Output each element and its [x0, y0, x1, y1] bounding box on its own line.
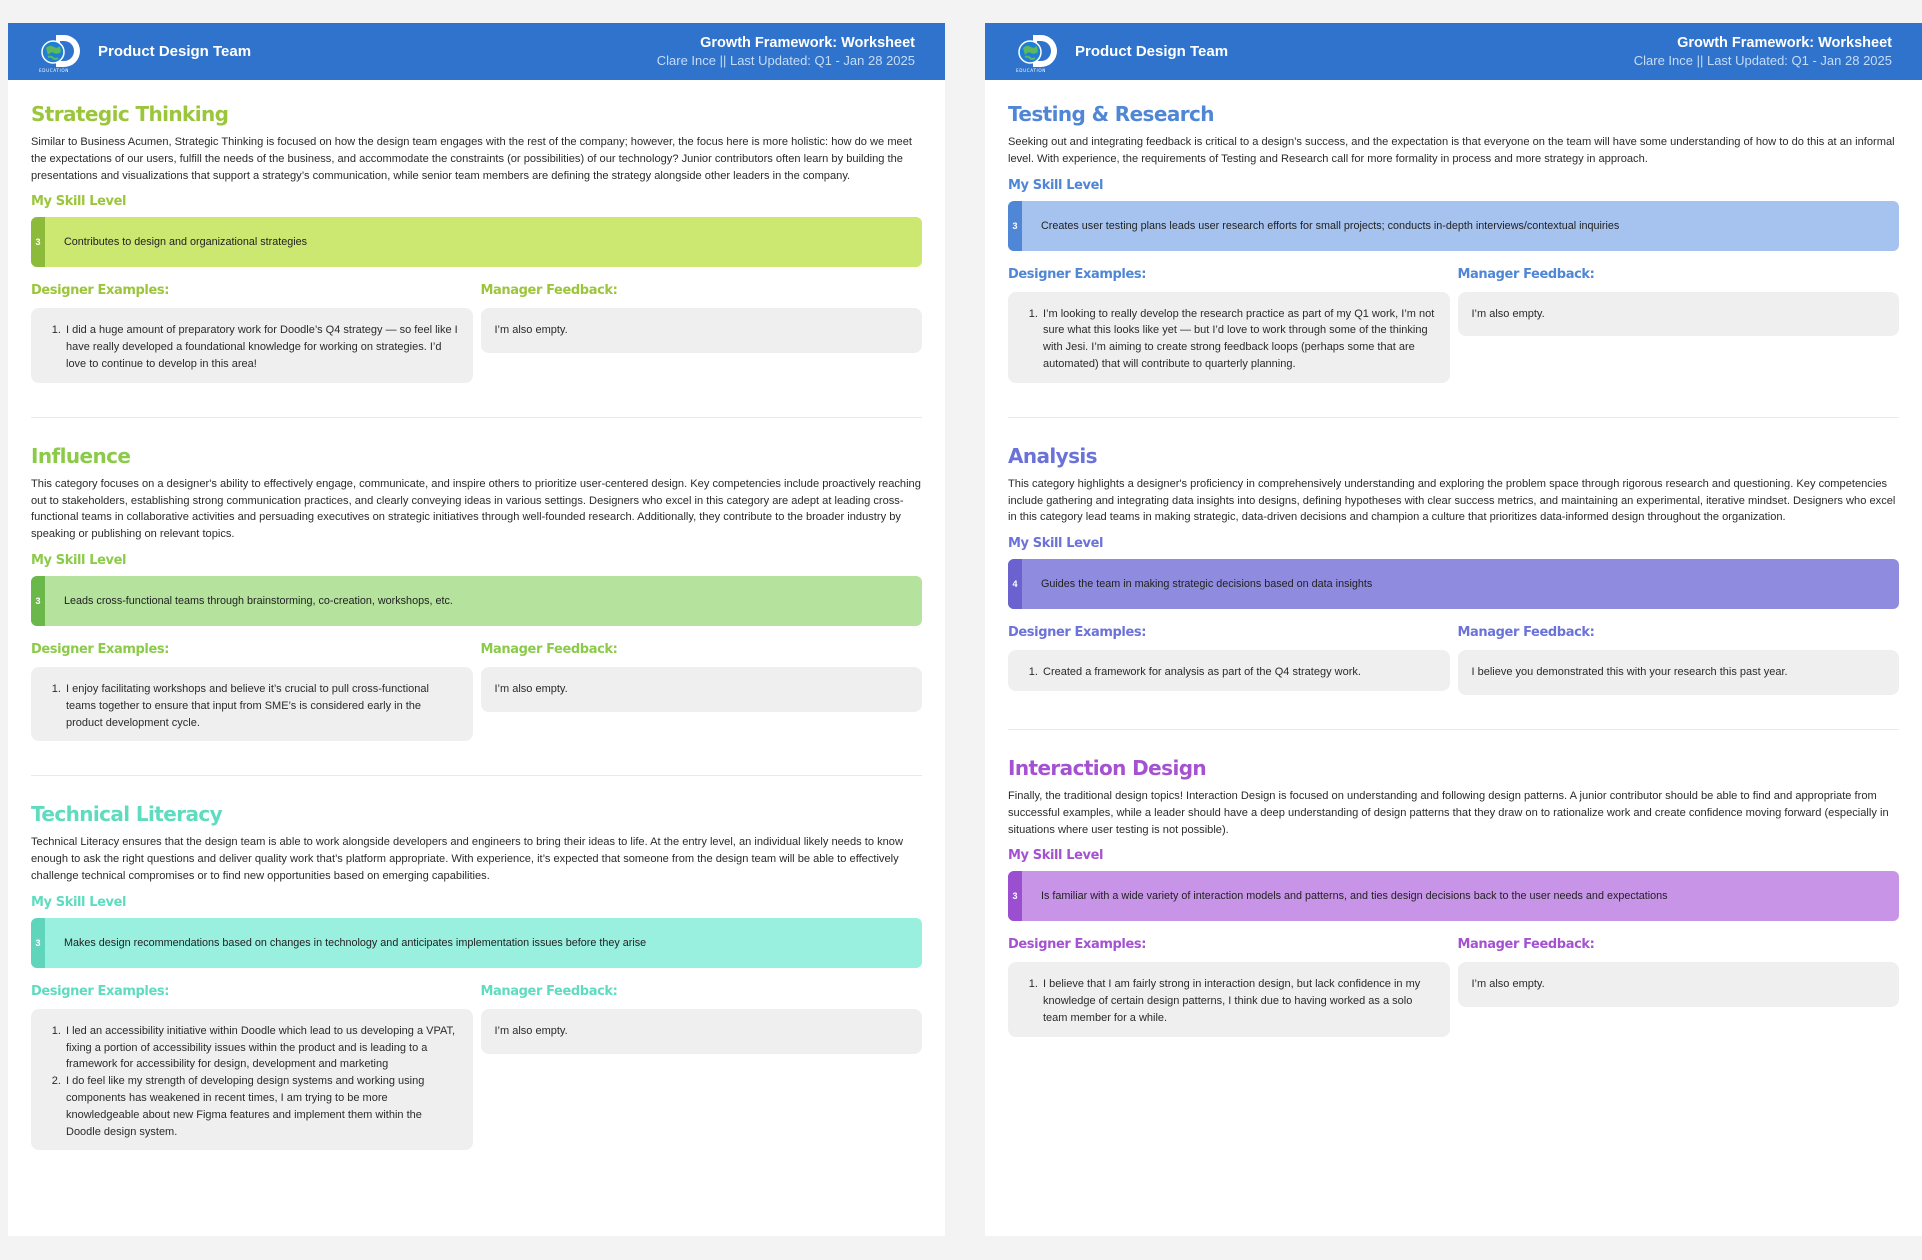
right-content — [985, 80, 1922, 1037]
competency-section — [31, 417, 922, 742]
section-title: Analysis — [1008, 443, 1097, 468]
designer-examples-box[interactable] — [31, 667, 473, 741]
designer-examples-label: Designer Examples: — [31, 641, 170, 657]
team-name: Product Design Team — [98, 43, 252, 60]
designer-examples-column — [31, 642, 473, 741]
skill-level-number: 3 — [1008, 201, 1022, 251]
competency-section — [31, 775, 922, 1150]
skill-level-text: Is familiar with a wide variety of interaction models and patterns, and ties design decisions back to the user needs and expectations — [1041, 890, 1668, 903]
example-item: 1. I did a huge amount of preparatory work for Doodle’s Q4 strategy — so feel like I have really developed a foundational knowledge for working on strategies. I’d love to continue to develop in this area! — [64, 322, 459, 372]
manager-feedback-column — [1458, 267, 1900, 383]
skill-level-number: 4 — [1008, 559, 1022, 609]
designer-examples-box[interactable] — [31, 1009, 473, 1151]
designer-examples-label: Designer Examples: — [31, 283, 170, 299]
svg-text:EDUCATION: EDUCATION — [39, 67, 70, 73]
section-title: Interaction Design — [1008, 755, 1207, 780]
designer-examples-label: Designer Examples: — [31, 983, 170, 999]
feedback-columns — [1008, 267, 1899, 383]
feedback-columns — [1008, 937, 1899, 1036]
worksheet-subtitle: Clare Ince || Last Updated: Q1 - Jan 28 2025 — [656, 52, 915, 68]
skill-level-text: Leads cross-functional teams through brainstorming, co-creation, workshops, etc. — [64, 594, 453, 607]
designer-examples-box[interactable] — [1008, 962, 1450, 1036]
section-title: Technical Literacy — [31, 802, 223, 827]
designer-examples-box[interactable] — [1008, 650, 1450, 691]
worksheet-subtitle: Clare Ince || Last Updated: Q1 - Jan 28 2025 — [1633, 52, 1892, 68]
designer-examples-column — [1008, 267, 1450, 383]
designer-examples-column — [1008, 937, 1450, 1036]
manager-feedback-label: Manager Feedback: — [1457, 266, 1595, 282]
left-content — [8, 80, 945, 1150]
skill-level-bar — [31, 217, 922, 267]
examples-list — [1022, 976, 1436, 1026]
section-title: Testing & Research — [1008, 102, 1214, 126]
skill-level-bar — [31, 576, 922, 626]
designer-examples-label: Designer Examples: — [1008, 937, 1147, 953]
example-item: 2. I do feel like my strength of developing design systems and working using components has weakened in recent times, I am trying to be more knowledgeable about new Figma features and implement them within the Doodle design system. — [64, 1073, 459, 1140]
designer-examples-label: Designer Examples: — [1008, 266, 1147, 282]
feedback-columns — [1008, 625, 1899, 695]
skill-level-label: My Skill Level — [1008, 536, 1104, 552]
section-title: Influence — [31, 443, 131, 468]
skill-level-label: My Skill Level — [31, 552, 127, 568]
discovery-education-logo — [36, 31, 84, 73]
worksheet-page-right — [985, 23, 1922, 1236]
section-description: This category highlights a designer's proficiency in comprehensively understanding and exploring the problem space through rigorous research and questioning. Key competencies include gathering and integrating data insights into designs, defining hypotheses with clear success metrics, and maintaining an experimental, iterative mindset. Designers who excel in this category lead teams in making strategic, data-driven decisions and champion a culture that prioritizes data-informed design throughout the organization. — [1008, 477, 1896, 524]
skill-level-number: 3 — [31, 217, 45, 267]
designer-examples-column — [31, 984, 473, 1151]
example-item: 1. I enjoy facilitating workshops and believe it’s crucial to pull cross-functional teams together to ensure that input from SME’s is considered early in the product development cycle. — [64, 681, 459, 731]
skill-level-number: 3 — [31, 576, 45, 626]
designer-examples-box[interactable] — [31, 308, 473, 382]
skill-level-bar — [1008, 559, 1899, 609]
examples-list — [45, 1023, 459, 1141]
section-description: This category focuses on a designer's ability to effectively engage, communicate, and inspire others to prioritize user-centered design. Key competencies include proactively reaching out to stakeholders, establishing strong communication practices, and clearly conveying ideas in various settings. Designers who excel in this category are adept at leading cross-functional teams in collaborative activities and persuading executives on strategic initiatives through well-founded research. Additionally, they contribute to the broader industry by speaking or publishing on relevant topics. — [31, 477, 921, 541]
skill-level-label: My Skill Level — [31, 194, 127, 210]
manager-feedback-label: Manager Feedback: — [480, 983, 618, 999]
competency-section — [1008, 80, 1899, 383]
manager-feedback-column — [1458, 937, 1900, 1036]
header-meta — [1634, 35, 1892, 69]
competency-section — [1008, 729, 1899, 1037]
skill-level-label: My Skill Level — [1008, 848, 1104, 864]
team-name: Product Design Team — [1075, 43, 1229, 60]
manager-feedback-label: Manager Feedback: — [1457, 625, 1595, 641]
section-description: Technical Literacy ensures that the design team is able to work alongside developers and engineers to bring their ideas to life. At the entry level, an individual likely needs to know enough to ask the right questions and deliver quality work that’s platform appropriate. With experience, it’s expected that someone from the design team will be able to effectively challenge technical compromises or to find new opportunities based on emerging capabilities. — [31, 836, 903, 882]
manager-feedback-box[interactable]: I believe you demonstrated this with your research this past year. — [1458, 650, 1900, 695]
example-item: 1. I led an accessibility initiative within Doodle which lead to us developing a VPAT, fixing a portion of accessibility issues within the product and is leading to a framework for accessibility for design, development and marketing — [64, 1023, 459, 1073]
designer-examples-label: Designer Examples: — [1008, 625, 1147, 641]
manager-feedback-label: Manager Feedback: — [480, 641, 618, 657]
designer-examples-column — [1008, 625, 1450, 695]
manager-feedback-column — [1458, 625, 1900, 695]
manager-feedback-label: Manager Feedback: — [1457, 937, 1595, 953]
brand — [1013, 31, 1228, 73]
examples-list — [45, 681, 459, 731]
skill-level-number: 3 — [1008, 871, 1022, 921]
feedback-columns — [31, 984, 922, 1151]
page-header — [8, 23, 945, 80]
svg-text:EDUCATION: EDUCATION — [1016, 67, 1047, 73]
manager-feedback-label: Manager Feedback: — [480, 283, 618, 299]
skill-level-text: Guides the team in making strategic decisions based on data insights — [1041, 578, 1373, 591]
manager-feedback-box[interactable]: I’m also empty. — [481, 308, 923, 353]
manager-feedback-column — [481, 283, 923, 382]
examples-list — [1022, 306, 1436, 373]
discovery-education-logo — [1013, 31, 1061, 73]
skill-level-label: My Skill Level — [1008, 177, 1104, 193]
section-description: Similar to Business Acumen, Strategic Thinking is focused on how the design team engages with the rest of the company; however, the focus here is more holistic: how do we meet the expectations of our users, fulfill the needs of the business, and accommodate the constraints (or possibilities) of our technology? Junior contributors often learn by building the presentations and visualizations that support a strategy’s communication, while senior team members are defining the strategy alongside other leaders in the company. — [31, 136, 912, 182]
manager-feedback-column — [481, 984, 923, 1151]
examples-list — [45, 322, 459, 372]
designer-examples-column — [31, 283, 473, 382]
page-header — [985, 23, 1922, 80]
skill-level-text: Makes design recommendations based on changes in technology and anticipates implementation issues before they arise — [64, 936, 647, 949]
worksheet-title: Growth Framework: Worksheet — [700, 34, 915, 51]
section-description: Seeking out and integrating feedback is critical to a design’s success, and the expectation is that everyone on the team will have some understanding of how to do this at an informal level. With experience, the requirements of Testing and Research call for more formality in process and more strategy in approach. — [1008, 136, 1895, 165]
designer-examples-box[interactable] — [1008, 292, 1450, 383]
example-item: 1. I believe that I am fairly strong in interaction design, but lack confidence in my knowledge of certain design patterns, I think due to having worked as a solo team member for a while. — [1041, 976, 1436, 1026]
manager-feedback-column — [481, 642, 923, 741]
header-meta — [657, 35, 915, 69]
skill-level-label: My Skill Level — [31, 894, 127, 910]
manager-feedback-box[interactable]: I’m also empty. — [1458, 962, 1900, 1007]
feedback-columns — [31, 642, 922, 741]
manager-feedback-box[interactable]: I’m also empty. — [481, 1009, 923, 1054]
manager-feedback-box[interactable]: I’m also empty. — [1458, 292, 1900, 337]
section-description: Finally, the traditional design topics! Interaction Design is focused on understanding and following design patterns. A junior contributor should be able to find and appropriate from successful examples, while a leader should have a deep understanding of design patterns that they draw on to rationalize work and create confidence moving forward (especially in situations where user testing is not possible). — [1008, 789, 1889, 836]
competency-section — [1008, 417, 1899, 695]
example-item: 1. Created a framework for analysis as part of the Q4 strategy work. — [1041, 664, 1436, 681]
manager-feedback-box[interactable]: I’m also empty. — [481, 667, 923, 712]
examples-list — [1022, 664, 1436, 681]
example-item: 1. I’m looking to really develop the research practice as part of my Q1 work, I’m not sure what this looks like yet — but I’d love to work through some of the thinking with Jesi. I’m aiming to create strong feedback loops (perhaps some that are automated) that will contribute to quarterly planning. — [1041, 306, 1436, 373]
brand — [36, 31, 251, 73]
skill-level-bar — [1008, 871, 1899, 921]
skill-level-text: Creates user testing plans leads user research efforts for small projects; conducts in-depth interviews/contextual inquiries — [1041, 219, 1620, 232]
competency-section — [31, 80, 922, 383]
section-title: Strategic Thinking — [31, 102, 229, 126]
skill-level-bar — [31, 918, 922, 968]
skill-level-bar — [1008, 201, 1899, 251]
skill-level-text: Contributes to design and organizational strategies — [64, 236, 308, 249]
feedback-columns — [31, 283, 922, 382]
worksheet-page-left — [8, 23, 945, 1236]
worksheet-title: Growth Framework: Worksheet — [1677, 34, 1892, 51]
skill-level-number: 3 — [31, 918, 45, 968]
